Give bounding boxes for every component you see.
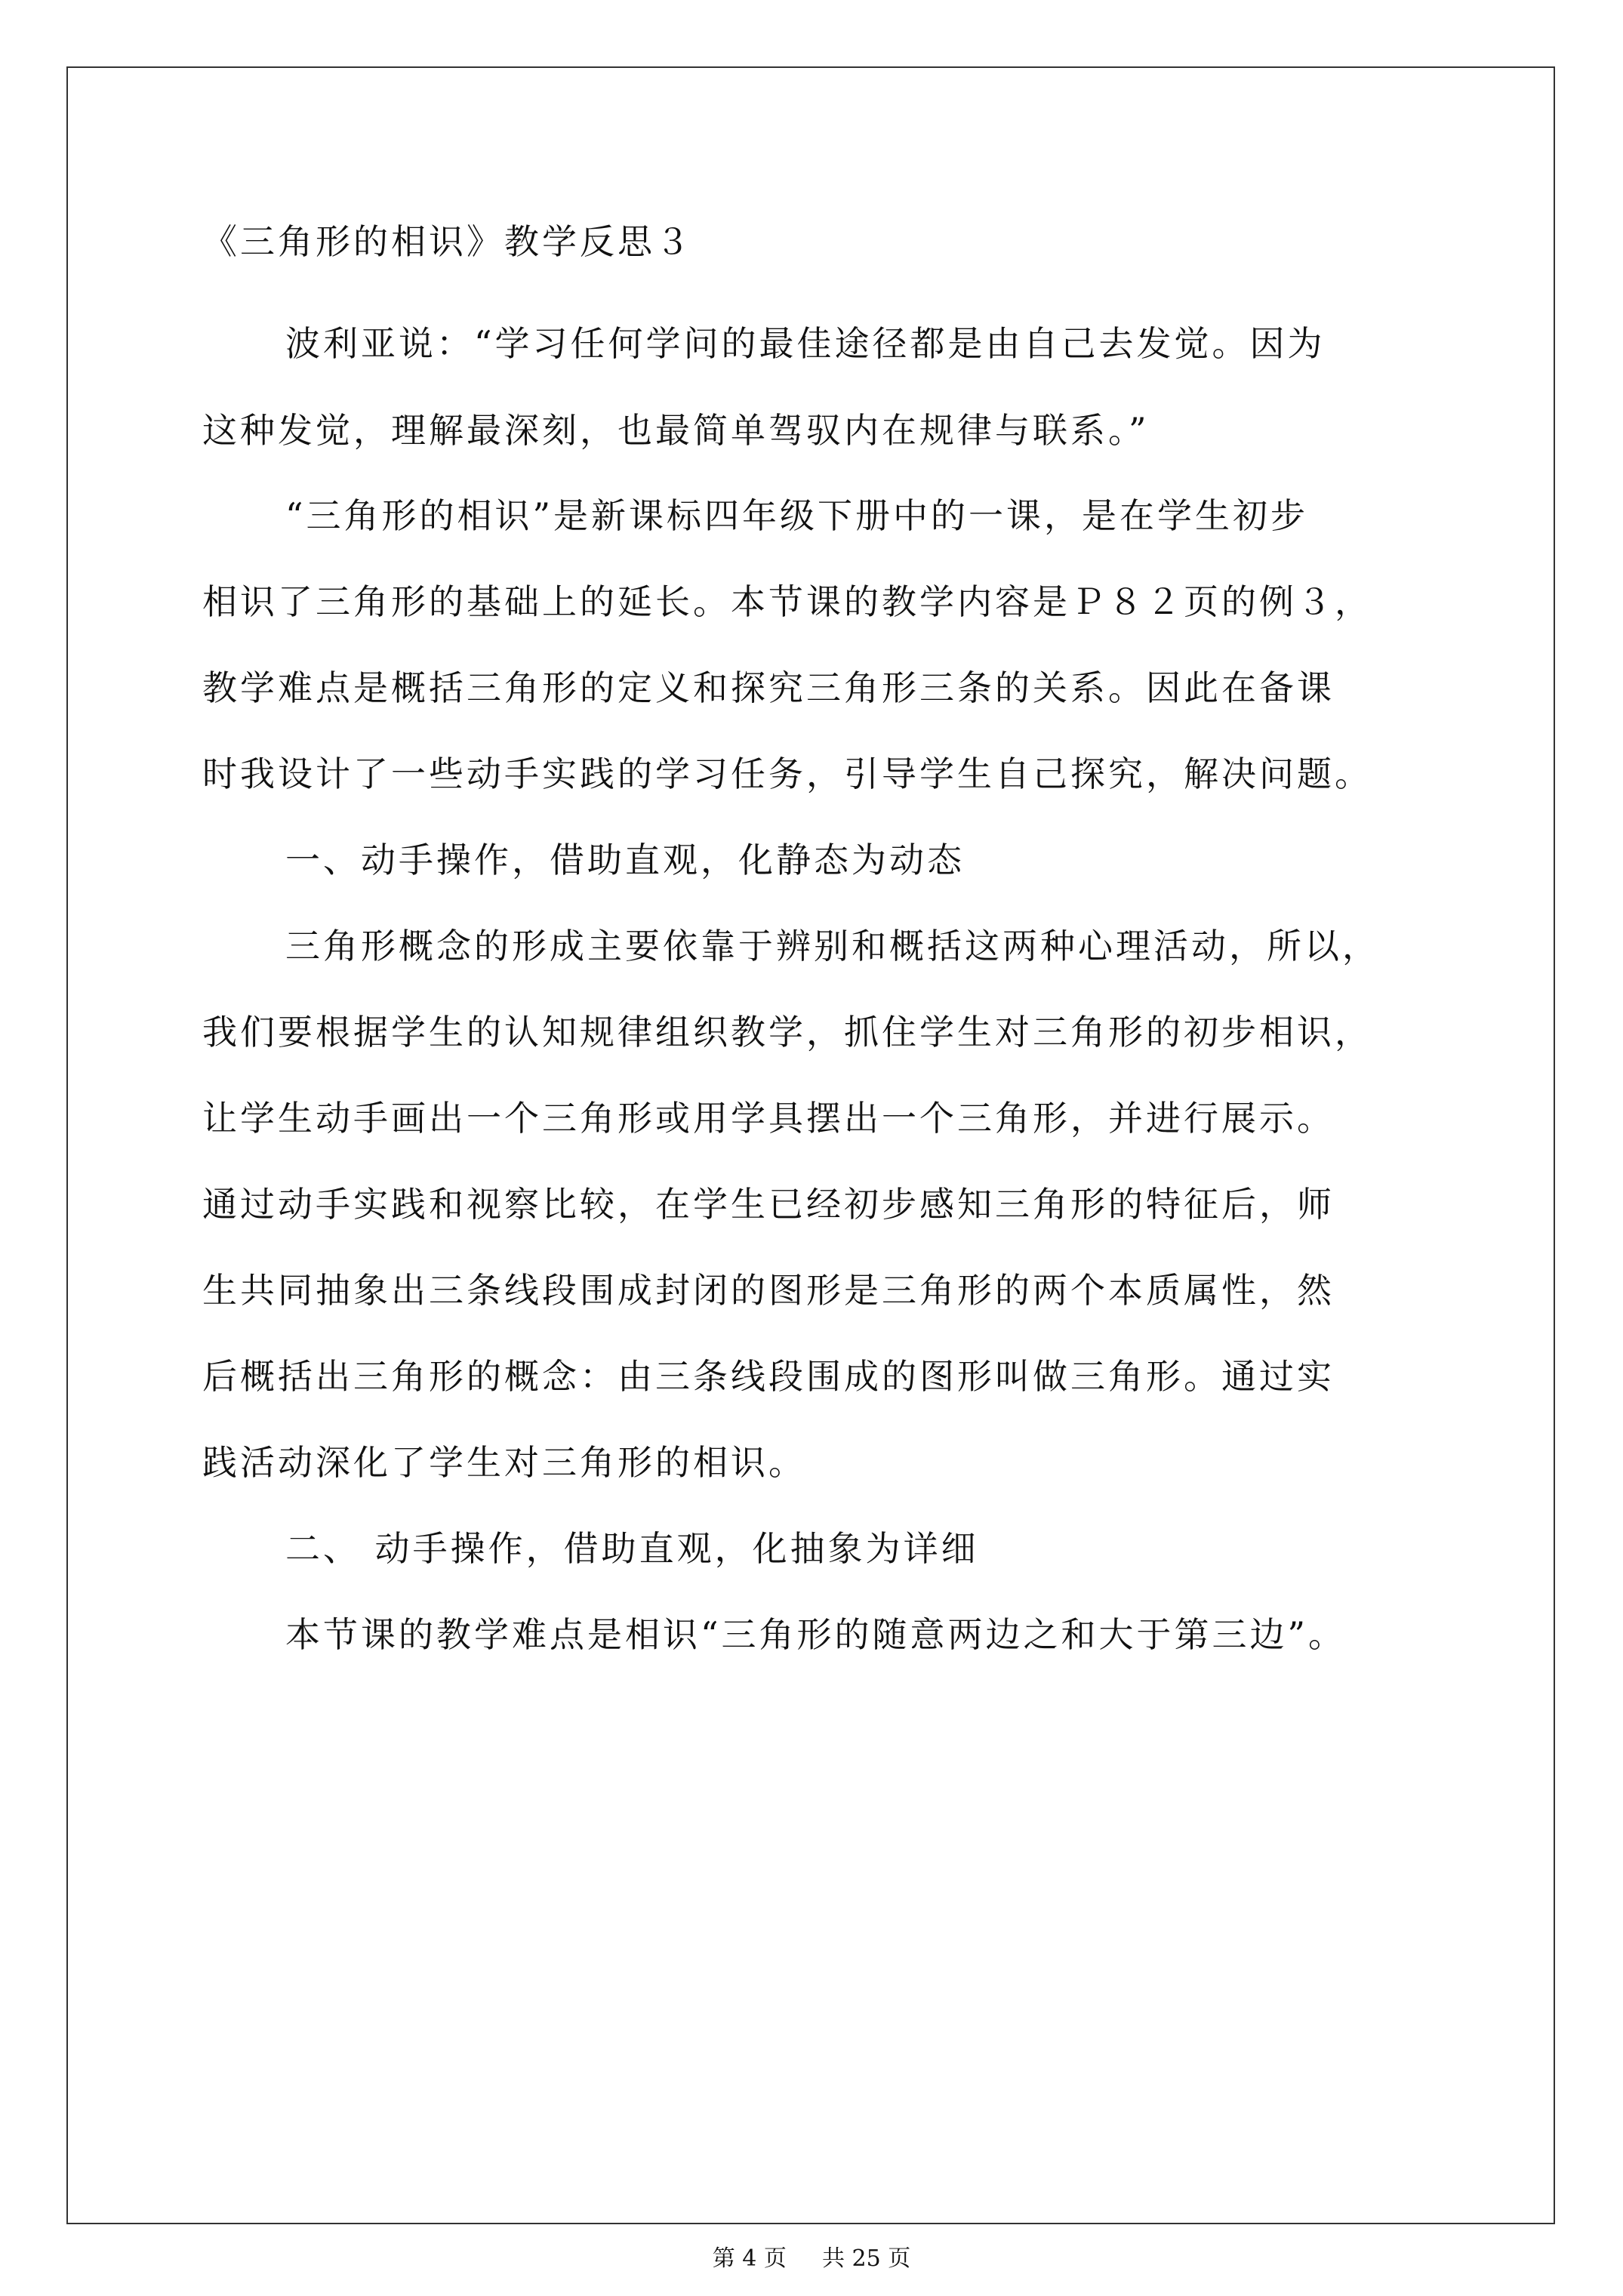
page-total: 共 25 页: [822, 2245, 911, 2272]
paragraph-line: 三角形概念的形成主要依靠于辨别和概括这两种心理活动，所以，: [285, 926, 1380, 966]
paragraph-line: “三角形的相识”是新课标四年级下册中的一课，是在学生初步: [285, 495, 1309, 536]
section-heading: 一、动手操作，借助直观，化静态为动态: [285, 840, 965, 880]
paragraph-line: 生共同抽象出三条线段围成封闭的图形是三角形的两个本质属性，然: [202, 1270, 1335, 1311]
paragraph-line: 这种发觉，理解最深刻，也最简单驾驭内在规律与联系。”: [202, 410, 1150, 451]
paragraph-line: 让学生动手画出一个三角形或用学具摆出一个三角形，并进行展示。: [202, 1098, 1335, 1139]
section-heading: 二、 动手操作，借助直观，化抽象为详细: [285, 1528, 979, 1569]
page-border: [66, 66, 1555, 2224]
page-number: 第 4 页: [712, 2245, 787, 2272]
document-title: 《三角形的相识》教学反思３: [202, 221, 693, 262]
paragraph-line: 教学难点是概括三角形的定义和探究三角形三条的关系。因此在备课: [202, 667, 1335, 708]
paragraph-line: 本节课的教学难点是相识“三角形的随意两边之和大于第三边”。: [285, 1614, 1347, 1655]
paragraph-line: 时我设计了一些动手实践的学习任务，引导学生自己探究，解决问题。: [202, 754, 1372, 794]
paragraph-line: 践活动深化了学生对三角形的相识。: [202, 1442, 806, 1483]
paragraph-line: 我们要根据学生的认知规律组织教学，抓住学生对三角形的初步相识，: [202, 1012, 1372, 1052]
paragraph-line: 波利亚说：“学习任何学问的最佳途径都是由自己去发觉。因为: [285, 323, 1326, 364]
paragraph-line: 通过动手实践和视察比较，在学生已经初步感知三角形的特征后，师: [202, 1184, 1335, 1225]
paragraph-line: 相识了三角形的基础上的延长。本节课的教学内容是Ｐ８２页的例３，: [202, 581, 1372, 622]
page-footer: [0, 2244, 1623, 2274]
paragraph-line: 后概括出三角形的概念：由三条线段围成的图形叫做三角形。通过实: [202, 1356, 1335, 1397]
